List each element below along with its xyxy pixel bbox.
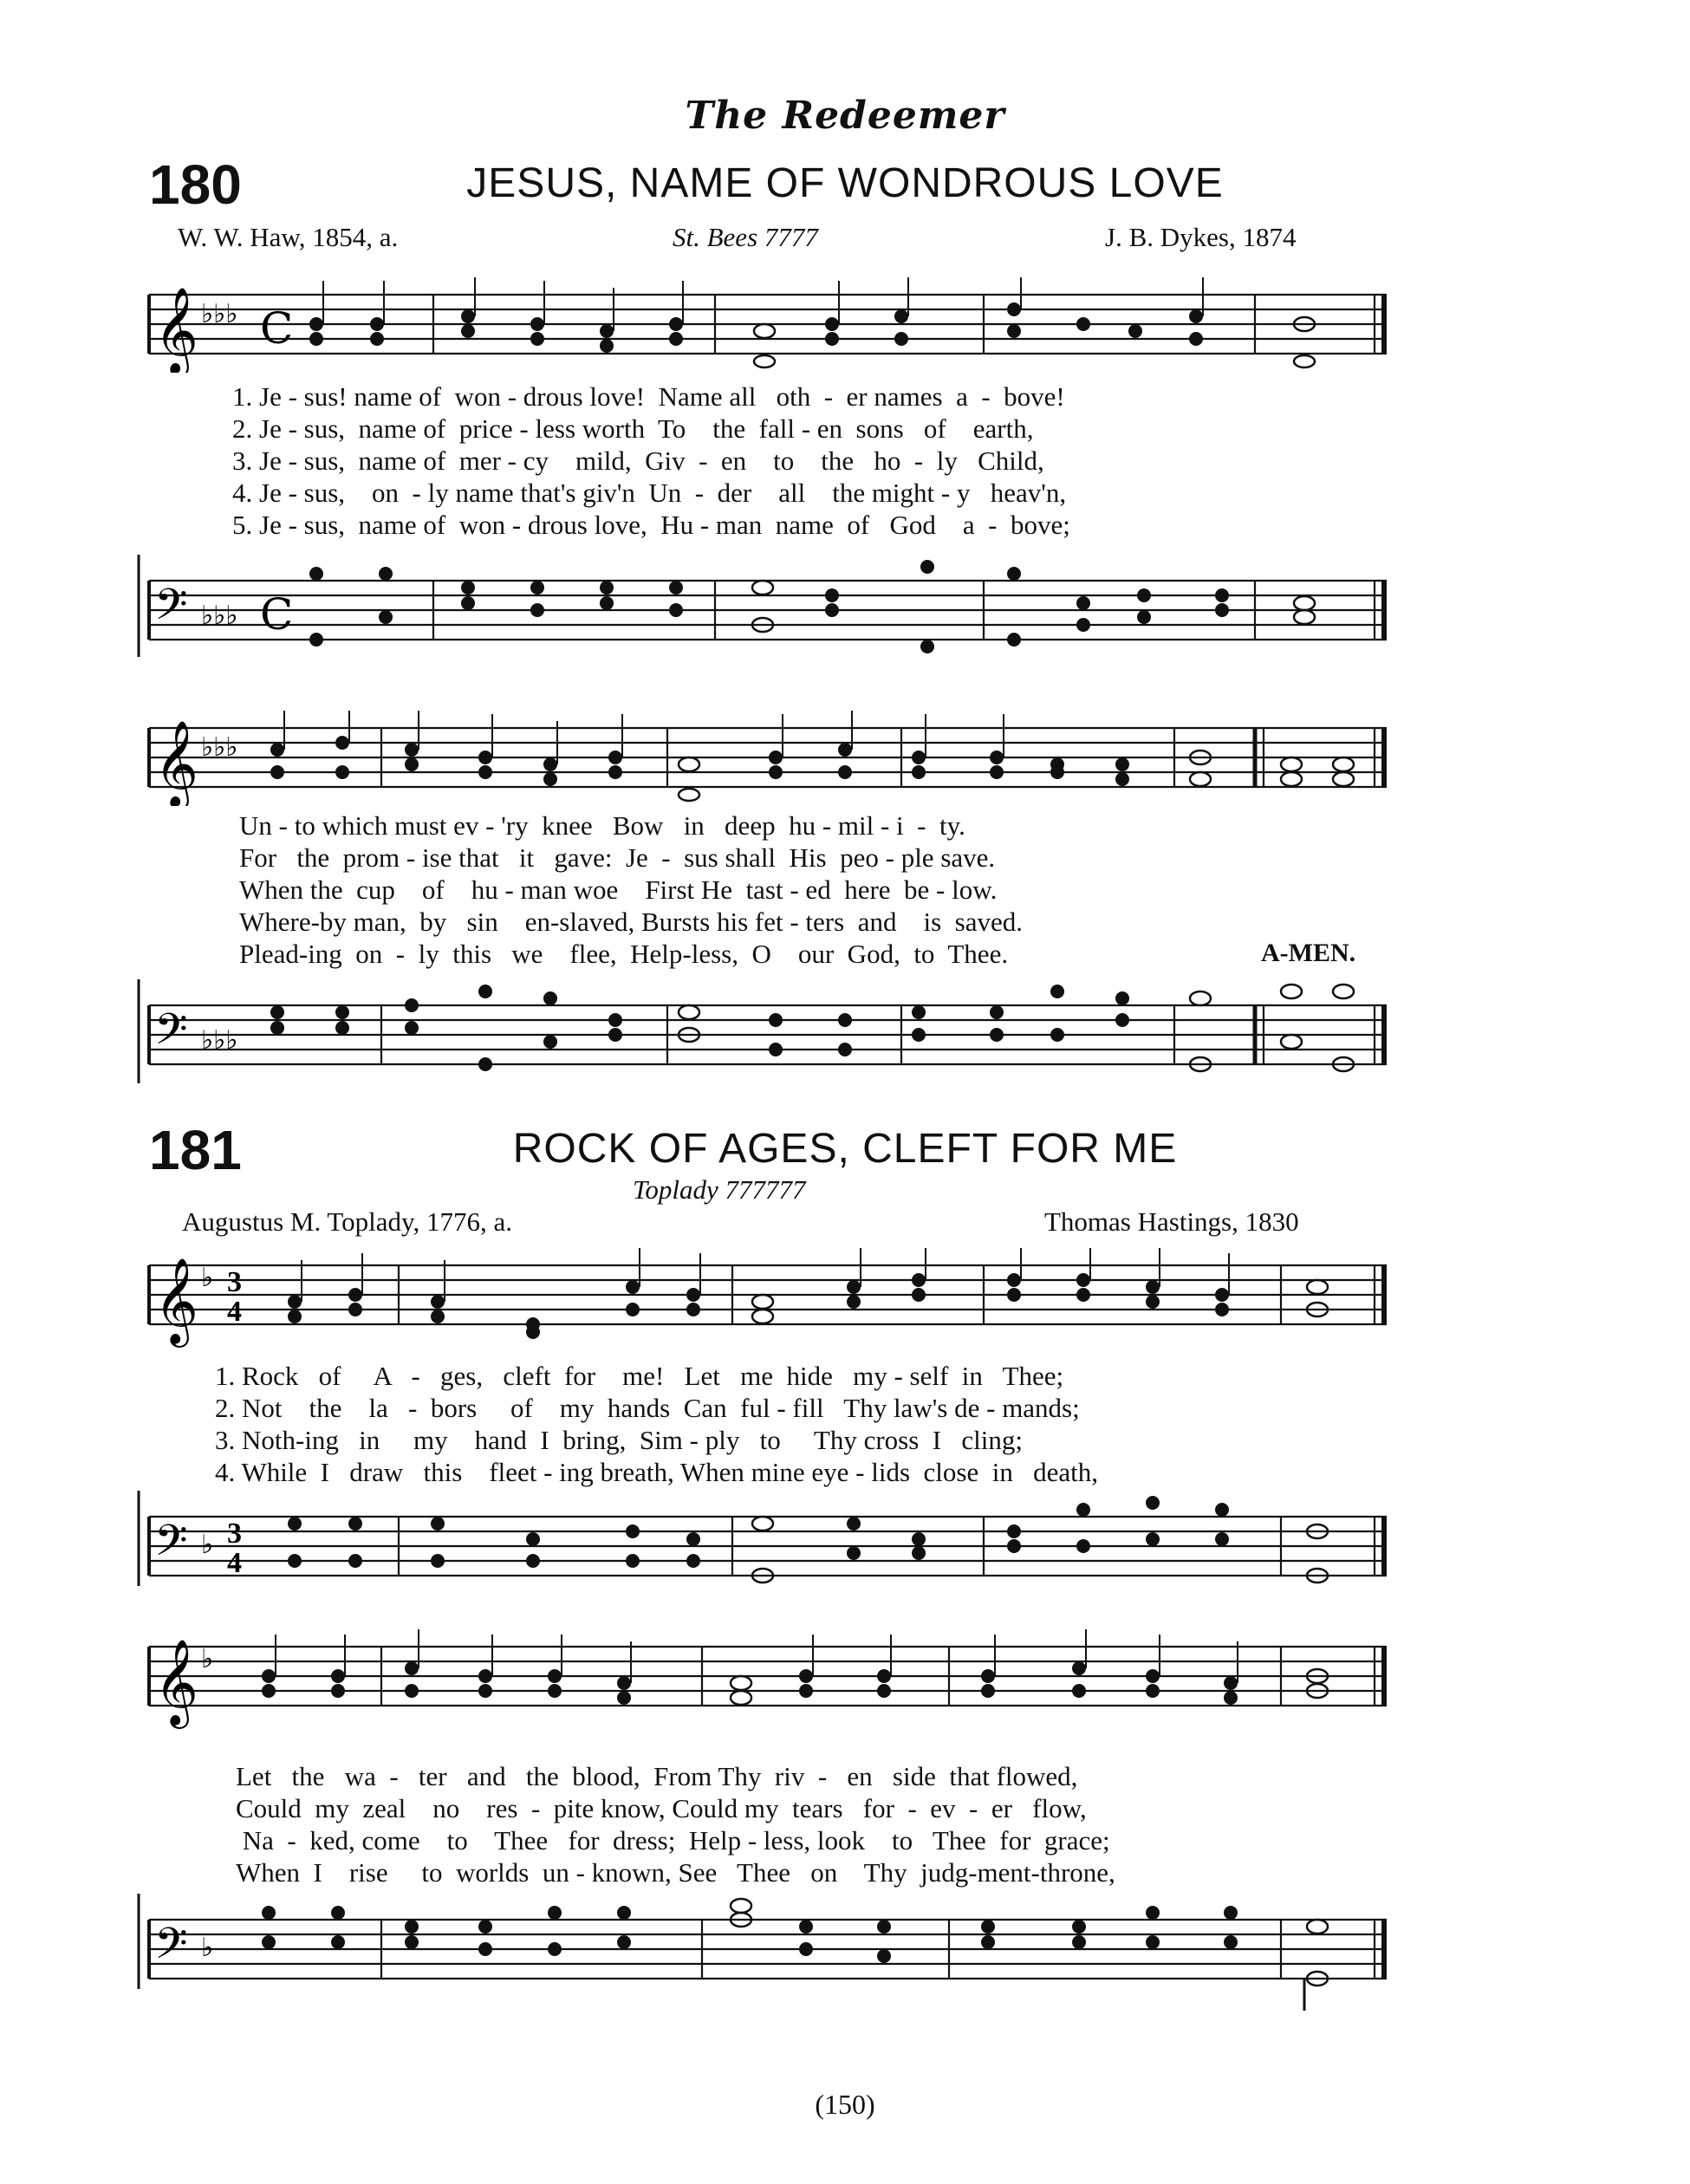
hymn-number: 181 [149,1119,242,1181]
treble-staff [0,711,1690,806]
bass-staff [0,1491,1690,1603]
treble-staff [0,1248,1690,1361]
svg-text:4: 4 [227,1547,242,1579]
section-header: The Redeemer [685,94,1005,138]
svg-text:♭: ♭ [201,1263,214,1293]
verse-line: 1. Je - sus! name of won - drous love! Name all oth - er names a - bove! [232,381,1065,412]
verse-line: For the prom - ise that it gave: Je - sus shall His peo - ple save. [239,842,996,873]
treble-staff [0,1629,1690,1742]
verse-line: Let the wa - ter and the blood, From Thy riv - en side that flowed, [236,1761,1078,1791]
verse-line: 3. Noth-ing in my hand I bring, Sim - ply to Thy cross I cling; [215,1425,1023,1455]
hymn-author: Augustus M. Toplady, 1776, a. [182,1206,513,1237]
hymn-tune: St. Bees 7777 [673,222,818,252]
bass-staff [0,979,1690,1092]
svg-text:♭♭♭: ♭♭♭ [201,601,238,631]
svg-text:3: 3 [227,1518,242,1550]
verse-line: Plead-ing on - ly this we flee, Help-less, O our God, to Thee. [239,939,1009,969]
hymn-tune: Toplady 777777 [633,1174,806,1205]
verse-line: 2. Je - sus, name of price - less worth To the fall - en sons of earth, [232,413,1034,444]
verse-line: 2. Not the la - bors of my hands Can ful - fill Thy law's de - mands; [215,1393,1080,1423]
verse-line: Un - to which must ev - 'ry knee Bow in deep hu - mil - i - ty. [239,810,965,841]
svg-text:𝄢: 𝄢 [154,1919,188,1979]
svg-text:C: C [260,589,294,640]
hymn-title: ROCK OF AGES, CLEFT FOR ME [512,1126,1178,1172]
verse-line: Na - ked, come to Thee for dress; Help - less, look to Thee for grace; [236,1825,1110,1856]
verse-line: Could my zeal no res - pite know, Could my tears for - ev - er flow, [236,1793,1087,1823]
svg-text:𝄢: 𝄢 [154,580,188,640]
verse-line: Where-by man, by sin en-slaved, Bursts his fet - ters and is saved. [239,907,1023,937]
svg-text:3: 3 [227,1266,242,1298]
verse-line: 3. Je - sus, name of mer - cy mild, Giv - en to the ho - ly Child, [232,445,1044,476]
verse-line: When I rise to worlds un - known, See Thee on Thy judg-ment-throne, [236,1857,1115,1888]
treble-staff [0,277,1690,373]
amen-label: A-MEN. [1261,939,1356,967]
hymn-composer: J. B. Dykes, 1874 [1105,222,1297,252]
hymn-composer: Thomas Hastings, 1830 [1044,1206,1299,1237]
svg-text:𝄞: 𝄞 [154,1258,198,1344]
bass-staff [0,1894,1690,2024]
verse-line: 4. While I draw this fleet - ing breath, When mine eye - lids close in death, [215,1457,1098,1487]
svg-text:𝄞: 𝄞 [154,287,198,373]
svg-text:𝄢: 𝄢 [154,1004,188,1065]
verse-line: When the cup of hu - man woe First He tast - ed here be - low. [239,874,998,905]
svg-text:𝄞: 𝄞 [154,720,198,806]
svg-text:𝄞: 𝄞 [154,1639,198,1726]
hymn-author: W. W. Haw, 1854, a. [178,222,399,252]
verse-line: 5. Je - sus, name of won - drous love, Hu - man name of God a - bove; [232,510,1070,540]
svg-text:4: 4 [227,1296,242,1328]
svg-text:♭♭♭: ♭♭♭ [201,1025,238,1056]
verse-line: 4. Je - sus, on - ly name that's giv'n Un - der all the might - y heav'n, [232,478,1067,508]
svg-text:♭: ♭ [201,1644,214,1674]
page-number: (150) [815,2089,875,2120]
hymn-number: 180 [149,153,242,216]
svg-text:C: C [260,303,294,354]
hymn-title: JESUS, NAME OF WONDROUS LOVE [466,160,1224,206]
svg-text:♭: ♭ [201,1530,214,1560]
svg-text:♭♭♭: ♭♭♭ [201,299,238,329]
bass-staff [0,555,1690,659]
svg-text:𝄢: 𝄢 [154,1516,188,1576]
svg-text:♭: ♭ [201,1933,214,1963]
verse-line: 1. Rock of A - ges, cleft for me! Let me hide my - self in Thee; [215,1361,1064,1391]
svg-text:♭♭♭: ♭♭♭ [201,732,238,763]
